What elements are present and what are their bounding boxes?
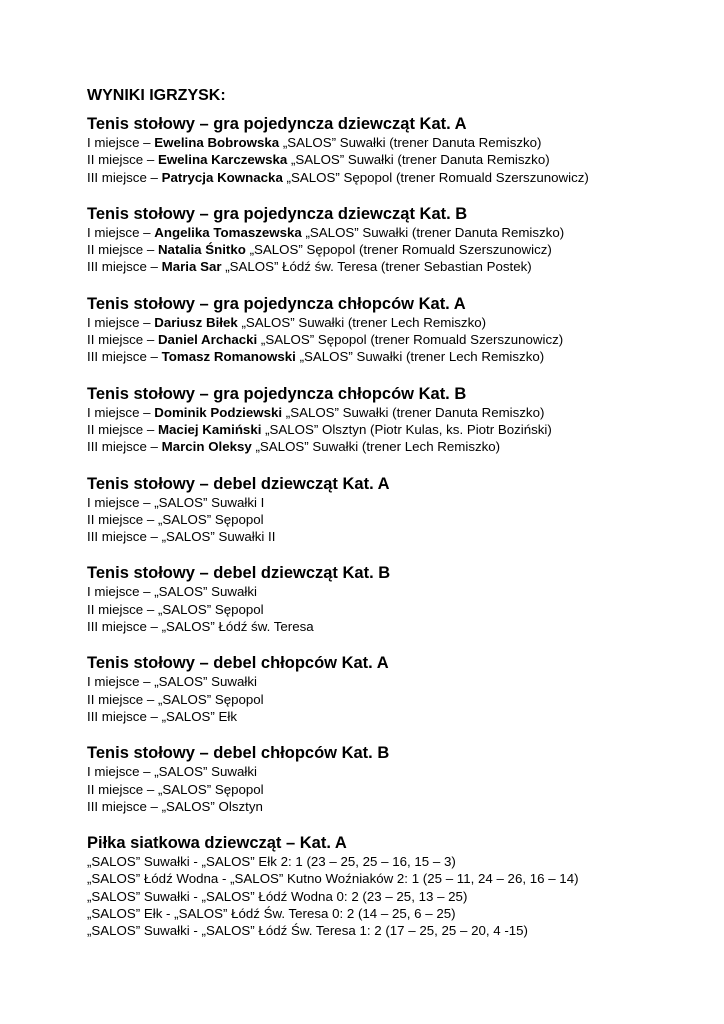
- results-section: [87, 564, 712, 635]
- result-prefix: II miejsce – „SALOS” Sępopol: [87, 511, 264, 527]
- section-title: Tenis stołowy – debel chłopców Kat. B: [87, 744, 390, 763]
- result-line: [87, 853, 712, 870]
- result-prefix: III miejsce –: [87, 169, 162, 185]
- result-line: [87, 691, 712, 708]
- results-section: [87, 205, 712, 276]
- result-prefix: „SALOS” Łódź Wodna - „SALOS” Kutno Woźniaków 2: 1 (25 – 11, 24 – 26, 16 – 14): [87, 871, 579, 887]
- result-prefix: III miejsce –: [87, 259, 162, 275]
- result-line: [87, 224, 712, 241]
- result-prefix: I miejsce –: [87, 224, 155, 240]
- result-prefix: I miejsce –: [87, 404, 155, 420]
- results-section: [87, 654, 712, 725]
- result-prefix: II miejsce –: [87, 242, 158, 258]
- results-sections: [87, 115, 712, 940]
- result-prefix: I miejsce – „SALOS” Suwałki: [87, 674, 257, 690]
- participant-name: Marcin Oleksy: [161, 439, 252, 455]
- result-prefix: III miejsce –: [87, 439, 162, 455]
- result-details: „SALOS” Suwałki (trener Lech Remiszko): [295, 349, 545, 365]
- results-section: [87, 744, 712, 815]
- participant-name: Maria Sar: [161, 259, 222, 275]
- result-prefix: „SALOS” Suwałki - „SALOS” Ełk 2: 1 (23 – 25, 25 – 16, 15 – 3): [87, 854, 456, 870]
- result-prefix: I miejsce – „SALOS” Suwałki: [87, 764, 257, 780]
- result-prefix: III miejsce –: [87, 349, 162, 365]
- result-details: „SALOS” Sępopol (trener Romuald Szerszunowicz): [257, 332, 564, 348]
- result-details: „SALOS” Olsztyn (Piotr Kulas, ks. Piotr Boziński): [261, 421, 552, 437]
- results-section: [87, 834, 712, 939]
- result-prefix: III miejsce – „SALOS” Olsztyn: [87, 798, 263, 814]
- result-line: [87, 583, 712, 600]
- result-prefix: II miejsce –: [87, 152, 158, 168]
- result-line: [87, 511, 712, 528]
- result-details: „SALOS” Suwałki (trener Lech Remiszko): [237, 314, 487, 330]
- participant-name: Dariusz Biłek: [154, 314, 238, 330]
- participant-name: Ewelina Bobrowska: [154, 135, 280, 150]
- result-details: „SALOS” Suwałki (trener Danuta Remiszko): [282, 404, 545, 420]
- result-prefix: „SALOS” Ełk - „SALOS” Łódź Św. Teresa 0: 2 (14 – 25, 6 – 25): [87, 906, 456, 922]
- result-details: „SALOS” Sępopol (trener Romuald Szerszunowicz): [245, 242, 552, 258]
- result-line: [87, 798, 712, 815]
- section-title: Tenis stołowy – gra pojedyncza dziewcząt Kat. B: [87, 204, 468, 223]
- result-details: „SALOS” Suwałki (trener Danuta Remiszko): [287, 152, 550, 168]
- results-section: [87, 115, 712, 186]
- result-prefix: I miejsce – „SALOS” Suwałki: [87, 584, 257, 600]
- result-prefix: III miejsce – „SALOS” Łódź św. Teresa: [87, 619, 314, 635]
- result-line: [87, 404, 712, 421]
- result-details: „SALOS” Suwałki (trener Danuta Remiszko): [279, 135, 542, 150]
- result-prefix: II miejsce –: [87, 421, 158, 437]
- participant-name: Ewelina Karczewska: [157, 152, 288, 168]
- result-line: [87, 134, 712, 151]
- result-line: [87, 763, 712, 780]
- result-line: [87, 348, 712, 365]
- results-section: [87, 475, 712, 546]
- result-details: „SALOS” Sępopol (trener Romuald Szerszunowicz): [282, 169, 589, 185]
- result-prefix: „SALOS” Suwałki - „SALOS” Łódź Wodna 0: 2 (23 – 25, 13 – 25): [87, 888, 468, 904]
- result-details: „SALOS” Suwałki (trener Danuta Remiszko): [301, 224, 565, 240]
- section-title: Tenis stołowy – gra pojedyncza dziewcząt Kat. A: [87, 115, 467, 133]
- participant-name: Natalia Śnitko: [157, 242, 246, 258]
- result-prefix: I miejsce –: [87, 314, 155, 330]
- result-prefix: II miejsce – „SALOS” Sępopol: [87, 781, 264, 797]
- result-prefix: III miejsce – „SALOS” Suwałki II: [87, 529, 276, 545]
- result-line: [87, 151, 712, 168]
- result-prefix: II miejsce – „SALOS” Sępopol: [87, 601, 264, 617]
- section-title: Tenis stołowy – debel dziewcząt Kat. A: [87, 474, 390, 493]
- result-details: „SALOS” Łódź św. Teresa (trener Sebastian Postek): [221, 259, 532, 275]
- result-line: [87, 169, 712, 186]
- document-body: [87, 86, 712, 940]
- section-title: Piłka siatkowa dziewcząt – Kat. A: [87, 834, 347, 853]
- results-section: [87, 385, 712, 456]
- section-title: Tenis stołowy – gra pojedyncza chłopców Kat. A: [87, 294, 466, 313]
- result-line: [87, 905, 712, 922]
- result-prefix: I miejsce – „SALOS” Suwałki I: [87, 494, 265, 510]
- result-line: [87, 601, 712, 618]
- result-line: [87, 331, 712, 348]
- section-title: Tenis stołowy – debel chłopców Kat. A: [87, 654, 389, 673]
- result-prefix: „SALOS” Suwałki - „SALOS” Łódź Św. Teresa 1: 2 (17 – 25, 25 – 20, 4 -15): [87, 923, 528, 939]
- result-line: [87, 708, 712, 725]
- result-line: [87, 888, 712, 905]
- results-section: [87, 295, 712, 366]
- result-line: [87, 870, 712, 887]
- result-line: [87, 673, 712, 690]
- result-line: [87, 528, 712, 545]
- result-line: [87, 618, 712, 635]
- section-title: Tenis stołowy – debel dziewcząt Kat. B: [87, 564, 391, 583]
- result-prefix: III miejsce – „SALOS” Ełk: [87, 708, 237, 724]
- participant-name: Patrycja Kownacka: [161, 169, 283, 185]
- result-line: [87, 421, 712, 438]
- result-line: [87, 258, 712, 275]
- result-line: [87, 314, 712, 331]
- section-title: Tenis stołowy – gra pojedyncza chłopców Kat. B: [87, 384, 467, 403]
- participant-name: Angelika Tomaszewska: [154, 224, 302, 240]
- participant-name: Daniel Archacki: [157, 332, 258, 348]
- participant-name: Dominik Podziewski: [154, 404, 283, 420]
- result-details: „SALOS” Suwałki (trener Lech Remiszko): [251, 439, 501, 455]
- result-prefix: II miejsce – „SALOS” Sępopol: [87, 691, 264, 707]
- result-prefix: I miejsce –: [87, 135, 155, 150]
- result-prefix: II miejsce –: [87, 332, 158, 348]
- document-title: WYNIKI IGRZYSK:: [87, 87, 226, 104]
- result-line: [87, 781, 712, 798]
- result-line: [87, 241, 712, 258]
- result-line: [87, 438, 712, 455]
- result-line: [87, 494, 712, 511]
- participant-name: Maciej Kamiński: [157, 421, 262, 437]
- result-line: [87, 922, 712, 939]
- participant-name: Tomasz Romanowski: [161, 349, 296, 365]
